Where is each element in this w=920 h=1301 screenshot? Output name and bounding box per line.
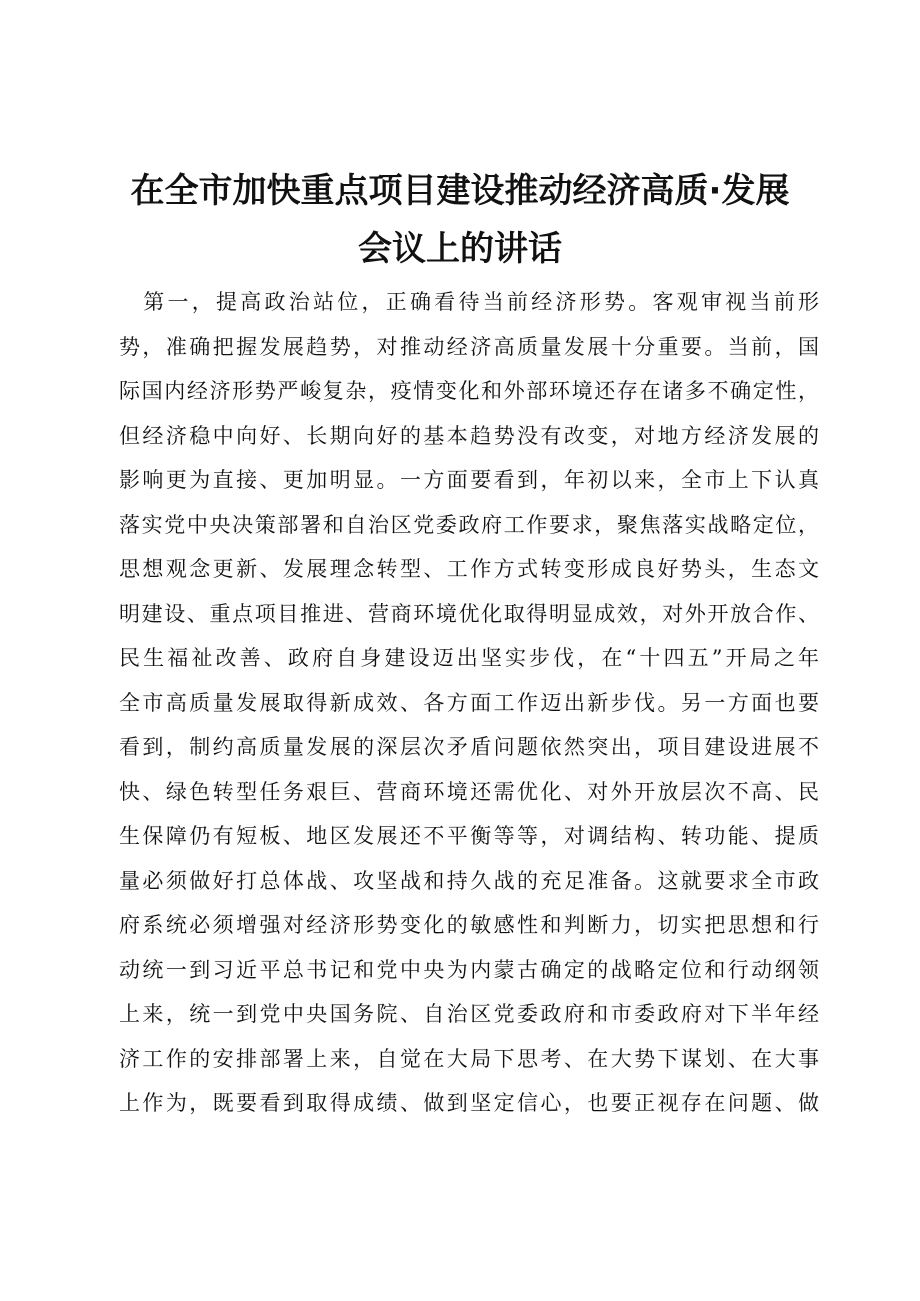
paragraph-line: 量必须做好打总体战、攻坚战和持久战的充足准备。这就要求全市政 xyxy=(119,868,819,893)
paragraph-line: 看到，制约高质量发展的深层次矛盾问题依然突出，项目建设进展不 xyxy=(119,735,819,759)
paragraph-line: 快、绿色转型任务艰巨、营商环境还需优化、对外开放层次不高、民 xyxy=(119,779,819,804)
paragraph-line: 势，准确把握发展趋势，对推动经济高质量发展十分重要。当前，国 xyxy=(119,334,819,359)
paragraph-line: 但经济稳中向好、长期向好的基本趋势没有改变，对地方经济发展的 xyxy=(119,423,819,448)
paragraph-line: 第一，提高政治站位，正确看待当前经济形势。客观审视当前形 xyxy=(119,290,819,314)
body-paragraph xyxy=(119,280,819,1126)
paragraph-line: 生保障仍有短板、地区发展还不平衡等等，对调结构、转功能、提质 xyxy=(119,824,819,848)
paragraph-line: 全市高质量发展取得新成效、各方面工作迈出新步伐。另一方面也要 xyxy=(119,690,819,715)
paragraph-line: 府系统必须增强对经济形势变化的敏感性和判断力，切实把思想和行 xyxy=(119,913,819,937)
paragraph-line: 济工作的安排部署上来，自觉在大局下思考、在大势下谋划、在大事 xyxy=(119,1046,819,1071)
paragraph-line: 动统一到习近平总书记和党中央为内蒙古确定的战略定位和行动纲领 xyxy=(119,957,819,982)
paragraph-line: 落实党中央决策部署和自治区党委政府工作要求，聚焦落实战略定位， xyxy=(119,512,819,537)
document-title-line-2: 会议上的讲话 xyxy=(358,229,562,269)
paragraph-line: 民生福祉改善、政府自身建设迈出坚实步伐，在“十四五”开局之年 xyxy=(119,646,819,670)
paragraph-line: 影响更为直接、更加明显。一方面要看到，年初以来，全市上下认真 xyxy=(119,468,819,492)
paragraph-line: 上作为，既要看到取得成绩、做到坚定信心，也要正视存在问题、做 xyxy=(119,1091,819,1115)
paragraph-line: 思想观念更新、发展理念转型、工作方式转变形成良好势头，生态文 xyxy=(119,557,819,581)
paragraph-line: 际国内经济形势严峻复杂，疫情变化和外部环境还存在诸多不确定性， xyxy=(119,379,819,403)
paragraph-line: 明建设、重点项目推进、营商环境优化取得明显成效，对外开放合作、 xyxy=(119,601,819,626)
paragraph-line: 上来，统一到党中央国务院、自治区党委政府和市委政府对下半年经 xyxy=(119,1002,819,1026)
document-title-line-1: 在全市加快重点项目建设推动经济高质·发展 xyxy=(130,171,790,211)
